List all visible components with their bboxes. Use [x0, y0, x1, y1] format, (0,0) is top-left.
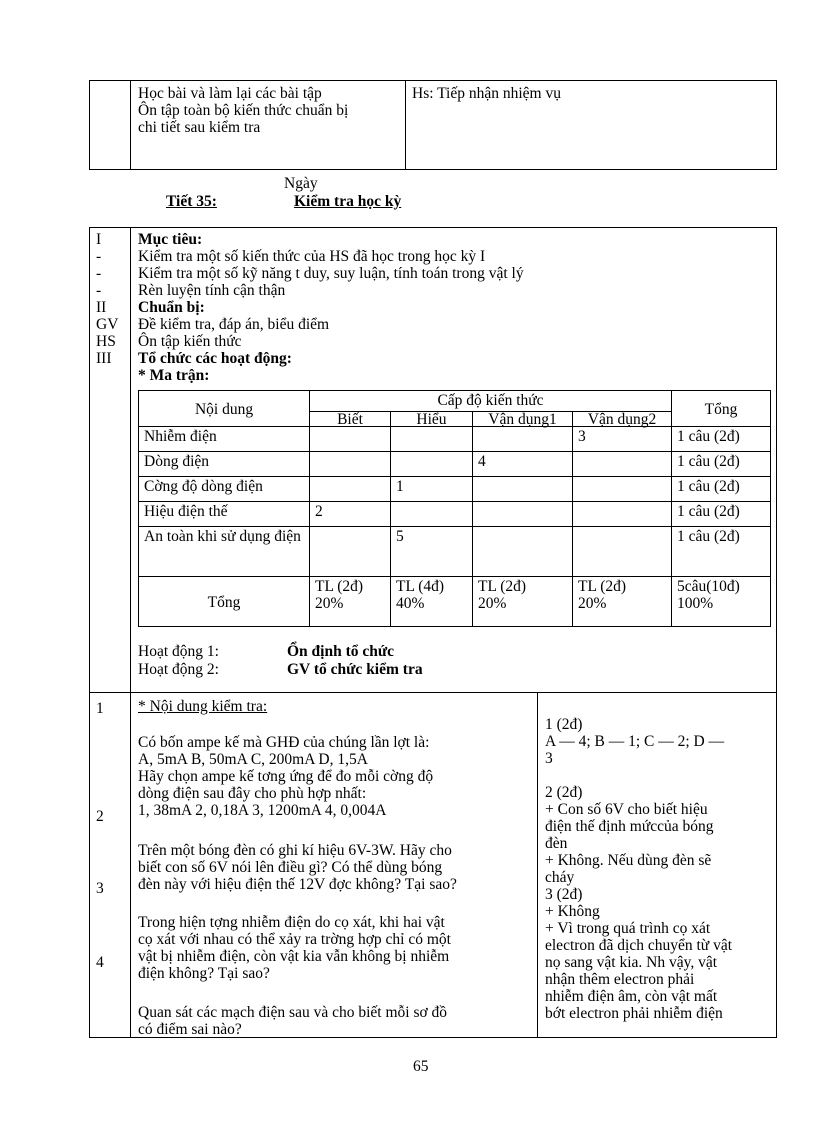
header-level-biet: Biết — [310, 412, 391, 427]
row-cell — [473, 527, 573, 577]
answer-line: + Không — [545, 903, 600, 920]
q3-line: vật bị nhiễm điện, còn vật kia vẫn không bị nhiễm — [138, 948, 450, 965]
q1-line: Hãy chọn ampe kế tơng ứng để đo mỗi cờng độ — [138, 768, 434, 785]
top-mid-line-1: Học bài và làm lại các bài tập — [138, 85, 322, 102]
header-noi-dung: Nội dung — [139, 391, 310, 427]
row-cell — [473, 427, 573, 452]
row-cell — [310, 427, 391, 452]
answer-line: nhiễm điện âm, còn vật mất — [545, 988, 718, 1005]
q1-line: A, 5mA B, 50mA C, 200mA D, 1,5A — [138, 751, 368, 768]
row-cell — [391, 427, 473, 452]
header-level-vandung1: Vận dụng1 — [473, 412, 573, 427]
exam-heading: * Nội dung kiểm tra: — [138, 698, 268, 715]
row-cell — [310, 452, 391, 477]
hd2-value: GV tổ chức kiểm tra — [287, 661, 423, 678]
answer-line: + Con số 6V cho biết hiệu — [545, 801, 708, 818]
top-table-divider-2 — [405, 80, 406, 170]
answer-line: cháy — [545, 869, 575, 886]
ngay-label: Ngày — [284, 175, 318, 192]
row-topic: Hiệu điện thế — [139, 502, 310, 527]
table-row — [139, 527, 771, 577]
row-total: 1 câu (2đ) — [672, 452, 771, 477]
row-cell — [473, 477, 573, 502]
header-level-vandung2: Vận dụng2 — [573, 412, 672, 427]
tiet-label: Tiết 35: — [166, 193, 217, 210]
row-cell: 4 — [473, 452, 573, 477]
row-cell: 3 — [573, 427, 672, 452]
total-cell-vandung2: TL (2đ) 20% — [573, 577, 672, 627]
top-table-divider-1 — [130, 80, 131, 170]
lesson-title: Kiểm tra học kỳ — [294, 193, 402, 210]
exam-right-border — [776, 692, 777, 1038]
answer-line: nhận thêm electron phải — [545, 971, 695, 988]
exam-left-border — [89, 692, 90, 1038]
objective-2: Kiểm tra một số kỹ năng t duy, suy luận, tính toán trong vật lý — [138, 265, 524, 282]
q1-line: dòng điện sau đây cho phù hợp nhất: — [138, 785, 367, 802]
q1-line: Có bốn ampe kế mà GHĐ của chúng lần lợt là: — [138, 734, 430, 751]
total-label: Tổng — [139, 577, 310, 627]
q2-line: biết con số 6V nói lên điều gì? Có thể dùng bóng — [138, 859, 443, 876]
row-cell — [573, 502, 672, 527]
label-I: I — [96, 231, 102, 248]
row-total: 1 câu (2đ) — [672, 427, 771, 452]
table-row — [139, 477, 771, 502]
question-number-2: 2 — [96, 808, 104, 825]
table-row — [139, 502, 771, 527]
knowledge-matrix — [138, 390, 771, 627]
answer-column — [545, 716, 773, 1036]
answer-line: bớt electron phải nhiễm điện — [545, 1005, 723, 1022]
muc-tieu-heading: Mục tiêu: — [138, 231, 203, 248]
hd1-value: Ổn định tổ chức — [287, 643, 395, 660]
header-level-hieu: Hiểu — [391, 412, 473, 427]
row-topic: Dòng điện — [139, 452, 310, 477]
q2-line: đèn này với hiệu điện thế 12V đợc không? Tại sao? — [138, 876, 457, 893]
row-cell: 5 — [391, 527, 473, 577]
row-total: 1 câu (2đ) — [672, 527, 771, 577]
answer-line: A — 4; B — 1; C — 2; D — — [545, 733, 725, 750]
row-cell — [391, 452, 473, 477]
label-dash-3: - — [96, 282, 102, 299]
question-2 — [138, 842, 533, 893]
to-chuc-heading: Tổ chức các hoạt động: — [138, 350, 292, 367]
q3-line: điện không? Tại sao? — [138, 965, 270, 982]
hd1-label: Hoạt động 1: — [138, 643, 219, 660]
question-3 — [138, 914, 533, 982]
answer-line: electron đã dịch chuyển từ vật — [545, 937, 733, 954]
top-mid-line-2: Ôn tập toàn bộ kiến thức chuẩn bị — [138, 102, 349, 119]
q2-line: Trên một bóng đèn có ghi kí hiệu 6V-3W. Hãy cho — [138, 842, 452, 859]
row-cell — [310, 477, 391, 502]
row-topic: Nhiễm điện — [139, 427, 310, 452]
table-row — [139, 427, 771, 452]
q1-line: 1, 38mA 2, 0,18A 3, 1200mA 4, 0,004A — [138, 802, 387, 819]
top-mid-line-3: chi tiết sau kiểm tra — [138, 119, 261, 136]
label-dash-1: - — [96, 248, 102, 265]
question-number-4: 4 — [96, 954, 104, 971]
row-total: 1 câu (2đ) — [672, 502, 771, 527]
row-topic: Cờng độ dòng điện — [139, 477, 310, 502]
total-cell-biet: TL (2đ) 20% — [310, 577, 391, 627]
answer-line: điện thế định mứccủa bóng — [545, 818, 714, 835]
answer-line: 3 — [545, 750, 553, 767]
q3-line: cọ xát với nhau có thể xảy ra trờng hợp chỉ có một — [138, 931, 451, 948]
row-cell — [310, 527, 391, 577]
total-cell-tong: 5câu(10đ) 100% — [672, 577, 771, 627]
top-table-mid-cell — [138, 85, 403, 136]
objective-3: Rèn luyện tính cận thận — [138, 282, 286, 299]
table-total-row — [139, 577, 771, 627]
answer-line: + Vì trong quá trình cọ xát — [545, 920, 711, 937]
row-cell: 2 — [310, 502, 391, 527]
answer-line: đèn — [545, 835, 568, 852]
question-number-1: 1 — [96, 700, 104, 717]
answer-line: nọ sang vật kia. Nh vậy, vật — [545, 954, 718, 971]
section-content — [138, 231, 768, 384]
label-II: II — [96, 299, 107, 316]
label-dash-2: - — [96, 265, 102, 282]
row-cell — [391, 502, 473, 527]
header-tong: Tổng — [672, 391, 771, 427]
table-row — [139, 452, 771, 477]
row-cell — [473, 502, 573, 527]
q3-line: Trong hiện tợng nhiễm điện do cọ xát, khi hai vật — [138, 914, 445, 931]
label-III: III — [96, 350, 112, 367]
q4-line: có điểm sai nào? — [138, 1021, 242, 1038]
row-cell: 1 — [391, 477, 473, 502]
q4-line: Quan sát các mạch điện sau và cho biết mỗi sơ đồ — [138, 1004, 448, 1021]
question-4 — [138, 1004, 533, 1038]
hs-prep: Ôn tập kiến thức — [138, 333, 242, 350]
exam-answer-divider — [537, 692, 538, 1038]
answer-line: + Không. Nếu dùng đèn sẽ — [545, 852, 712, 869]
main-section-divider — [130, 227, 131, 1038]
row-total: 1 câu (2đ) — [672, 477, 771, 502]
top-table-right-cell: Hs: Tiếp nhận nhiệm vụ — [412, 85, 561, 102]
answer-line: 3 (2đ) — [545, 886, 583, 903]
chuan-bi-heading: Chuẩn bị: — [138, 299, 205, 316]
total-cell-hieu: TL (4đ) 40% — [391, 577, 473, 627]
answer-line — [545, 767, 773, 784]
label-GV: GV — [96, 316, 119, 333]
label-HS: HS — [96, 333, 116, 350]
section-labels — [96, 231, 118, 367]
total-cell-vandung1: TL (2đ) 20% — [473, 577, 573, 627]
answer-line: 1 (2đ) — [545, 716, 583, 733]
row-cell — [573, 477, 672, 502]
header-cap-do: Cấp độ kiến thức — [310, 391, 672, 412]
ma-tran-heading: * Ma trận: — [138, 367, 210, 384]
page-number: 65 — [413, 1058, 429, 1075]
question-number-3: 3 — [96, 880, 104, 897]
row-topic: An toàn khi sử dụng điện — [139, 527, 310, 577]
row-cell — [573, 452, 672, 477]
question-1 — [138, 734, 533, 819]
row-cell — [573, 527, 672, 577]
answer-line: 2 (2đ) — [545, 784, 583, 801]
objective-1: Kiểm tra một số kiến thức của HS đã học trong học kỳ I — [138, 248, 486, 265]
hd2-label: Hoạt động 2: — [138, 661, 219, 678]
gv-prep: Đề kiểm tra, đáp án, biểu điểm — [138, 316, 330, 333]
